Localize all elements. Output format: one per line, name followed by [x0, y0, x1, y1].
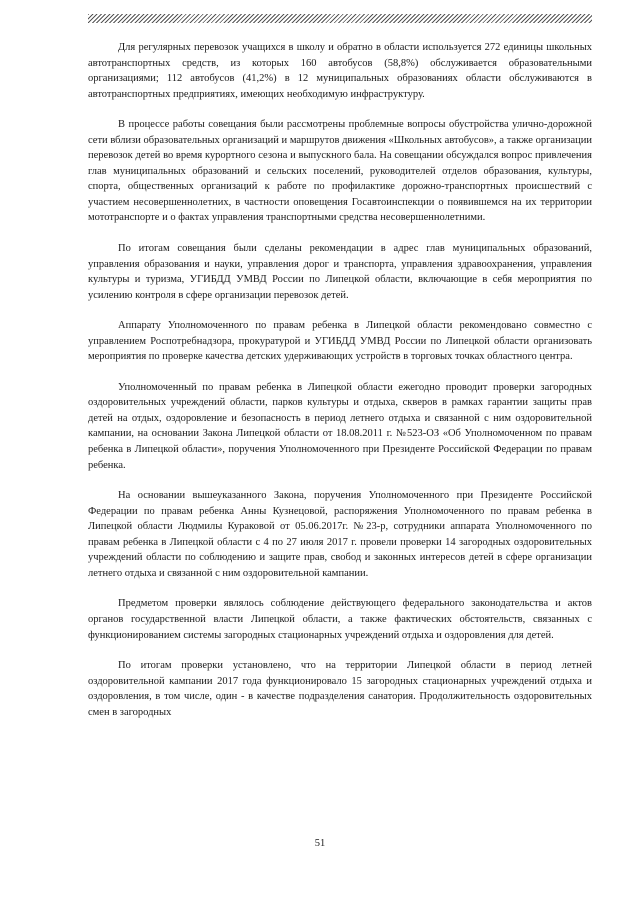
- paragraph-4: Аппарату Уполномоченного по правам ребенка в Липецкой области рекомендовано совместно с управлением Роспотребнадзора, прокуратурой и УГИБДД УМВД России по Липецкой области организовать мероприятия по проверке качества детских удерживающих устройств в торговых точках областного центра.: [88, 320, 592, 363]
- paragraph-1: Для регулярных перевозок учащихся в школу и обратно в области используется 272 единицы школьных автотранспортных средств, из которых 160 автобусов (58,8%) обслуживается образовательными организациями; 112 автобусов (41,2%) в 12 муниципальных образованиях области обслуживаются в автотранспортных предприятиях, имеющих необходимую инфраструктуру.: [88, 42, 592, 100]
- header-rule: [88, 14, 592, 23]
- paragraph-5: Уполномоченный по правам ребенка в Липецкой области ежегодно проводит проверки загородных оздоровительных учреждений области, парков культуры и отдыха, скверов в рамках гарантии защиты прав детей на отдых, оздоровление и безопасность в период летнего отдыха и связанной с ним оздоровительной кампании, на основании Закона Липецкой области от 18.08.2011 г. №523-ОЗ «Об Уполномоченном по правам ребенка в Липецкой области», поручения Уполномоченного при Президенте Российской Федерации по правам ребенка.: [88, 381, 592, 471]
- paragraph-2: В процессе работы совещания были рассмотрены проблемные вопросы обустройства улично-дорожной сети вблизи образовательных организаций и маршрутов движения «Школьных автобусов», а также организации перевозок детей во время курортного сезона и выпускного бала. На совещании обсуждался вопрос привлечения глав муниципальных образований и сельских поселений, руководителей отделов образования, культуры, спорта, общественных организаций к работе по профилактике дорожно-транспортных происшествий с участием несовершеннолетних, в частности оповещения Госавтоинспекции о появившемся на их территории мототранспорте и о фактах управления транспортными средства несовершеннолетними.: [88, 119, 592, 224]
- paragraph-3: По итогам совещания были сделаны рекомендации в адрес глав муниципальных образований, управления образования и науки, управления дорог и транспорта, управления здравоохранения, управления культуры и туризма, УГИБДД УМВД России по Липецкой области, включающие в себя мероприятия по усилению контроля в сфере организации перевозок детей.: [88, 243, 592, 301]
- paragraph-7: Предметом проверки являлось соблюдение действующего федерального законодательства и актов органов государственной власти Липецкой области, а также фактических обстоятельств, связанных с функционированием системы загородных стационарных учреждений отдыха и оздоровления для детей.: [88, 598, 592, 641]
- page-number: 51: [314, 838, 326, 849]
- paragraph-6: На основании вышеуказанного Закона, поручения Уполномоченного при Президенте Российской Федерации по правам ребенка Анны Кузнецовой, распоряжения Уполномоченного по правам ребенка в Липецкой области Людмилы Кураковой от 05.06.2017г. №23-р, сотрудники аппарата Уполномоченного по правам ребенка в Липецкой области с 4 по 27 июля 2017 г. провели проверки 14 загородных оздоровительных учреждений области по соблюдению и защите прав, свобод и законных интересов детей в сфере организации летнего отдыха и связанной с ним оздоровительной кампании.: [88, 490, 592, 579]
- paragraph-8: По итогам проверки установлено, что на территории Липецкой области в период летней оздоровительной кампании 2017 года функционировало 15 загородных стационарных учреждений отдыха и оздоровления, в том числе, один - в качестве подразделения санатория. Продолжительность оздоровительных смен в загородных: [88, 660, 592, 718]
- document-body: [88, 40, 592, 720]
